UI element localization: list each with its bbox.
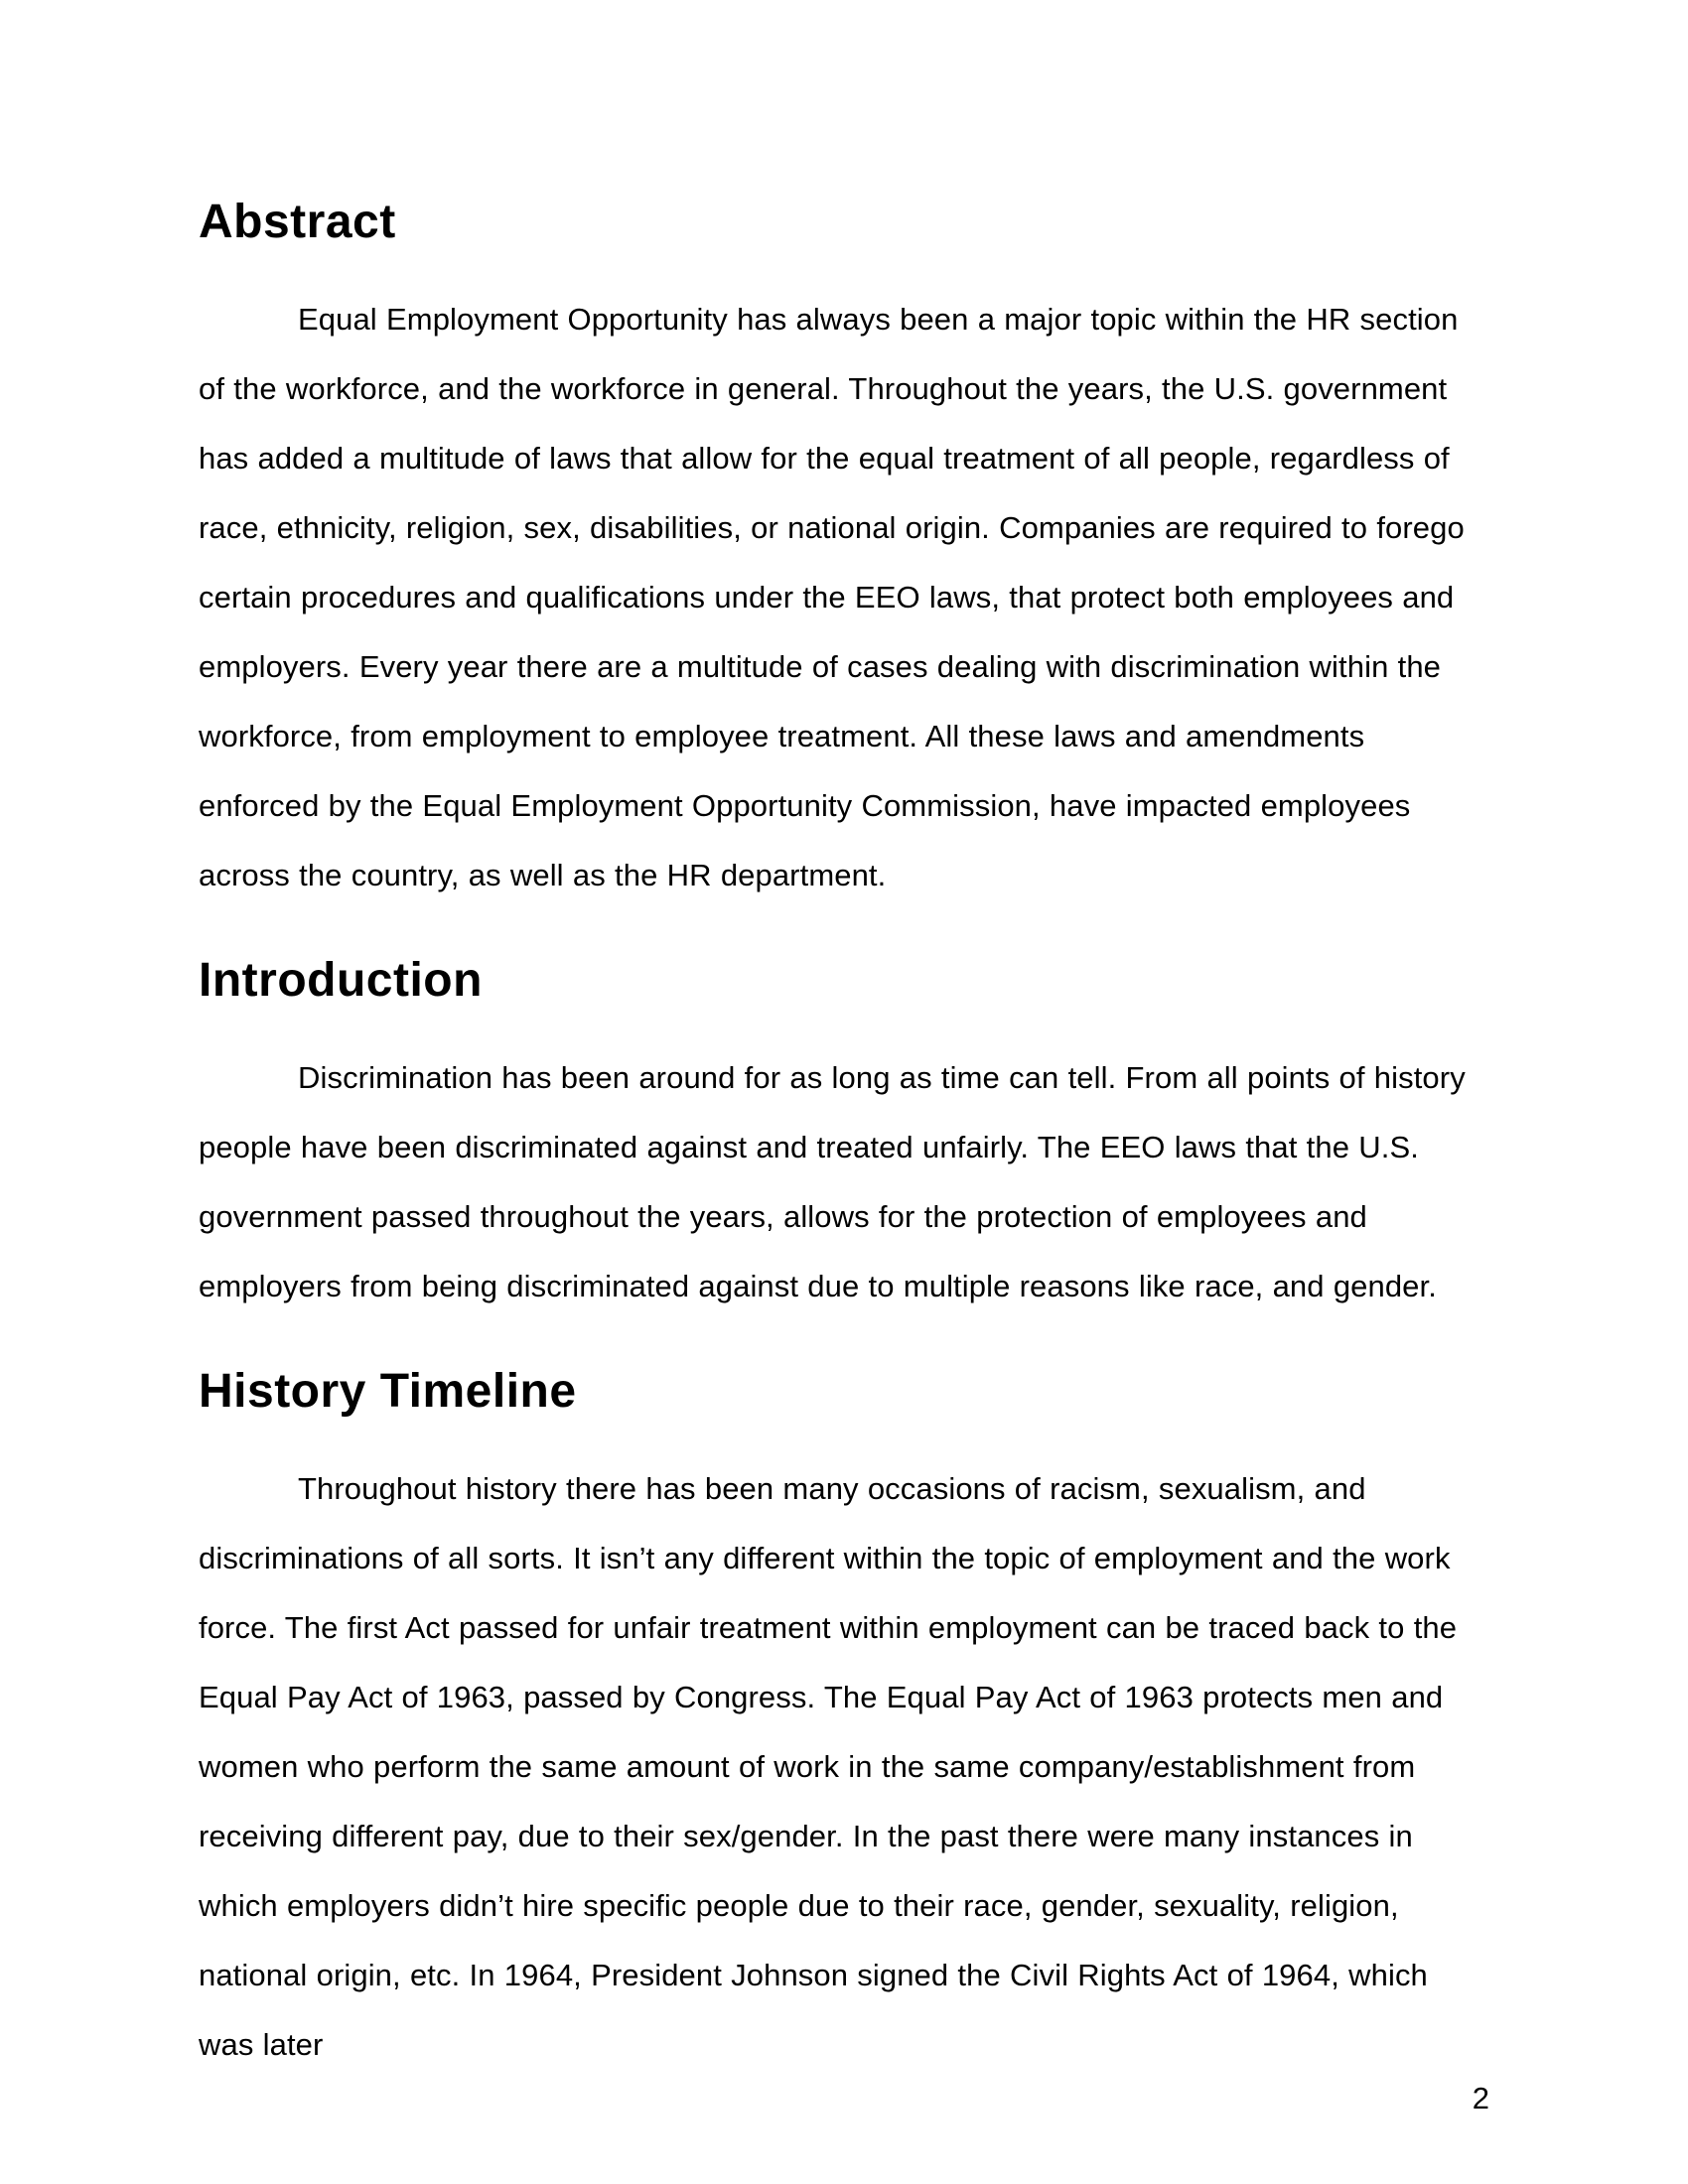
paragraph-history-timeline: Throughout history there has been many occasions of racism, sexualism, and discriminations of all sorts. It isn’t any different within the topic of employment and the work force. The first Act passed for unfair treatment within employment can be traced back to the Equal Pay Act of 1963, passed by Congress. The Equal Pay Act of 1963 protects men and women who perform the same amount of work in the same company/establishment from receiving different pay, due to their sex/gender. In the past there were many instances in which employers didn’t hire specific people due to their race, gender, sexuality, religion, national origin, etc. In 1964, President Johnson signed the Civil Rights Act of 1964, which was later xyxy=(199,1471,1458,2062)
section-introduction xyxy=(199,952,1489,1321)
paragraph-abstract: Equal Employment Opportunity has always been a major topic within the HR section of the workforce, and the workforce in general. Throughout the years, the U.S. government has added a multitude of laws that allow for the equal treatment of all people, regardless of race, ethnicity, religion, sex, disabilities, or national origin. Companies are required to forego certain procedures and qualifications under the EEO laws, that protect both employees and employers. Every year there are a multitude of cases dealing with discrimination within the workforce, from employment to employee treatment. All these laws and amendments enforced by the Equal Employment Opportunity Commission, have impacted employees across the country, as well as the HR department. xyxy=(199,302,1465,892)
heading-abstract: Abstract xyxy=(199,196,396,248)
paragraph-introduction: Discrimination has been around for as long as time can tell. From all points of history people have been discriminated against and treated unfairly. The EEO laws that the U.S. government passed throughout the years, allows for the protection of employees and employers from being discriminated against due to multiple reasons like race, and gender. xyxy=(199,1060,1466,1303)
page-number: 2 xyxy=(1472,2081,1489,2116)
section-abstract xyxy=(199,194,1489,910)
heading-history-timeline: History Timeline xyxy=(199,1365,577,1418)
heading-introduction: Introduction xyxy=(199,954,483,1007)
section-history-timeline xyxy=(199,1363,1489,2080)
